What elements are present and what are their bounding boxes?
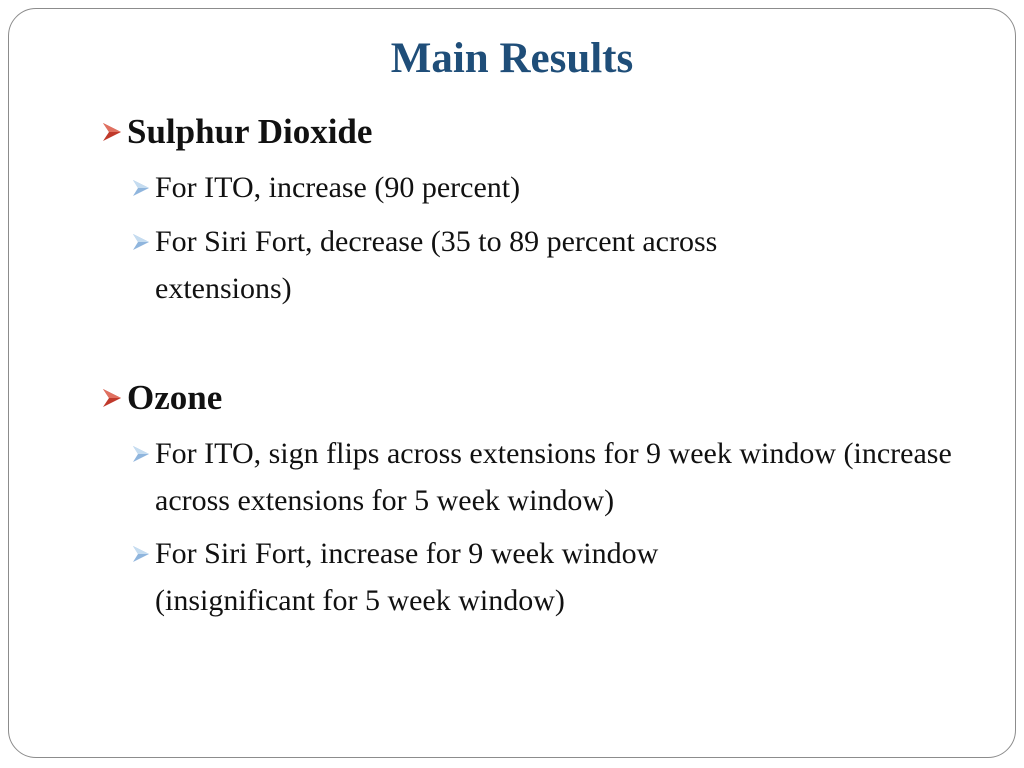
arrowhead-bullet-icon <box>132 179 150 197</box>
arrowhead-bullet-icon <box>132 445 150 463</box>
slide-title: Main Results <box>390 35 634 82</box>
list-item <box>155 430 985 524</box>
list-item <box>155 164 975 211</box>
arrowhead-bullet-icon <box>101 121 123 143</box>
list-item <box>155 530 795 624</box>
list-item <box>155 218 855 312</box>
arrowhead-bullet-icon <box>101 387 123 409</box>
section-heading-ozone: Ozone <box>127 378 223 417</box>
section-heading-sulphur-dioxide: Sulphur Dioxide <box>127 112 373 151</box>
list-item-text: For ITO, increase (90 percent) <box>155 171 521 204</box>
arrowhead-bullet-icon <box>132 545 150 563</box>
list-item-text: For Siri Fort, decrease (35 to 89 percent across extensions) <box>155 225 718 305</box>
list-item-text: For ITO, sign flips across extensions for 9 week window (increase across extensions for 5 week window) <box>155 437 952 517</box>
arrowhead-bullet-icon <box>132 233 150 251</box>
list-item-text: For Siri Fort, increase for 9 week window (insignificant for 5 week window) <box>155 537 659 617</box>
